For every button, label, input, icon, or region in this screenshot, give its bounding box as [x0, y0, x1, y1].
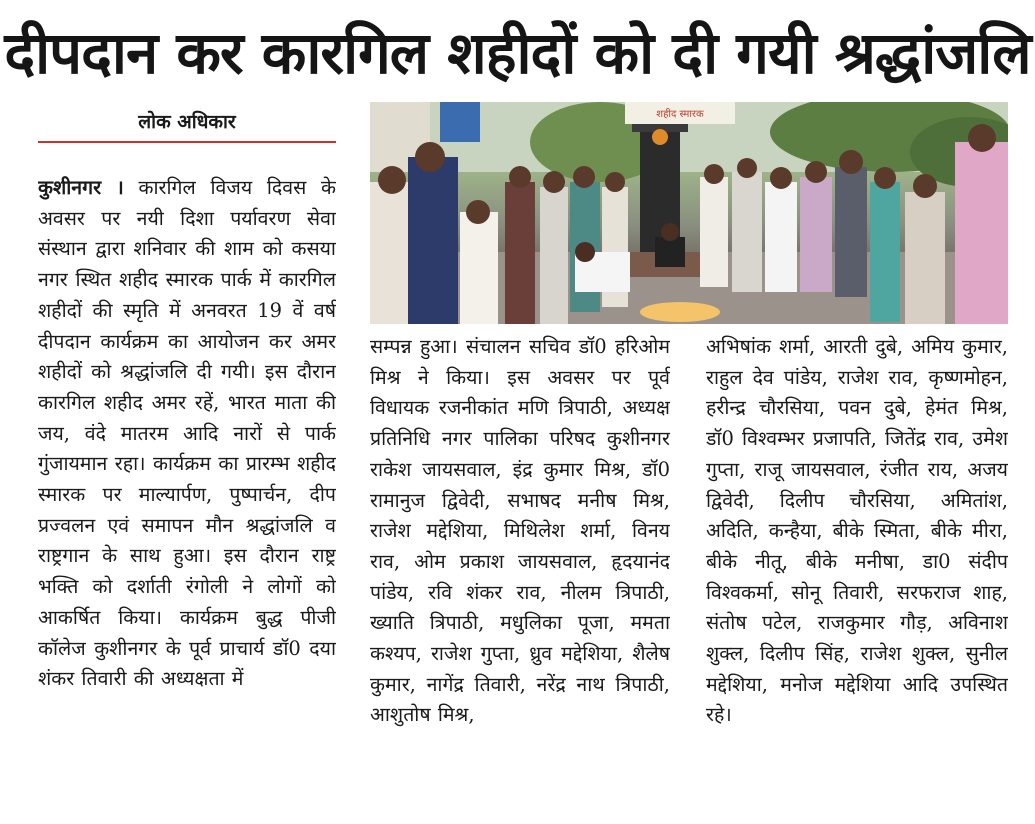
headline: दीपदान कर कारगिल शहीदों को दी गयी श्रद्धांजलि — [4, 19, 1031, 87]
photo-illustration — [370, 102, 1008, 324]
article-column-1-text: कारगिल विजय दिवस के अवसर पर नयी दिशा पर्यावरण सेवा संस्थान द्वारा शनिवार की शाम को कसया नगर स्थित शहीद स्मारक पार्क में कारगिल शहीदों की स्मृति में अनवरत 19 वें वर्ष दीपदान कार्यक्रम का आयोजन कर अमर शहीदों को श्रद्धांजलि दी गयी। इस दौरान कारगिल शहीद अमर रहें, भारत माता की जय, वंदे मातरम आदि नारों से पार्क गुंजायमान रहा। कार्यक्रम का प्रारम्भ शहीद स्मारक पर माल्यार्पण, पुष्पार्चन, दीप प्रज्वलन एवं समापन मौन श्रद्धांजलि व राष्ट्रगान के साथ हुआ। इस दौरान राष्ट्र भक्ति को दर्शाती रंगोली ने लोगों को आकर्षित किया। कार्यक्रम बुद्ध पीजी कॉलेज कुशीनगर के पूर्व प्राचार्य डॉ0 दया शंकर तिवारी की अध्यक्षता में — [38, 176, 336, 691]
byline-divider — [38, 141, 336, 143]
article-dateline: कुशीनगर । — [38, 176, 124, 199]
article-column-2: सम्पन्न हुआ। संचालन सचिव डॉ0 हरिओम मिश्र ने किया। इस अवसर पर पूर्व विधायक रजनीकांत मणि त्रिपाठी, अध्यक्ष प्रतिनिधि नगर पालिका परिषद कुशीनगर राकेश जायसवाल, इंद्र कुमार मिश्र, डॉ0 रामानुज द्विवेदी, सभाषद मनीष मिश्र, राजेश मद्देशिया, मिथिलेश शर्मा, विनय राव, ओम प्रकाश जायसवाल, हृदयानंद पांडेय, रवि शंकर राव, नीलम त्रिपाठी, ख्याति त्रिपाठी, मधुलिका पूजा, ममता कश्यप, राजेश गुप्ता, ध्रुव मद्देशिया, शैलेष कुमार, नागेंद्र तिवारी, नरेंद्र नाथ त्रिपाठी, आशुतोष मिश्र, — [370, 335, 670, 727]
sign-text: शहीद स्मारक — [656, 109, 704, 120]
news-photo — [370, 102, 1008, 324]
article-column-3: अभिषांक शर्मा, आरती दुबे, अमिय कुमार, राहुल देव पांडेय, राजेश राव, कृष्णमोहन, हरीन्द्र चौरसिया, पवन दुबे, हेमंत मिश्र, डॉ0 विश्वम्भर प्रजापति, जितेंद्र राव, उमेश गुप्ता, राजू जायसवाल, रंजीत राय, अजय द्विवेदी, दिलीप चौरसिया, अमितांश, अदिति, कन्हैया, बीके स्मिता, बीके मीरा, बीके नीतू, बीके मनीषा, डा0 संदीप विश्वकर्मा, सोनू तिवारी, सरफराज शाह, संतोष पटेल, राजकुमार गौड़, अविनाश शुक्ल, दिलीप सिंह, राजेश शुक्ल, सुनील मद्देशिया, मनोज मद्देशिया आदि उपस्थित रहे। — [706, 335, 1008, 727]
article-column-1 — [38, 173, 336, 803]
byline: लोक अधिकार — [138, 111, 236, 133]
